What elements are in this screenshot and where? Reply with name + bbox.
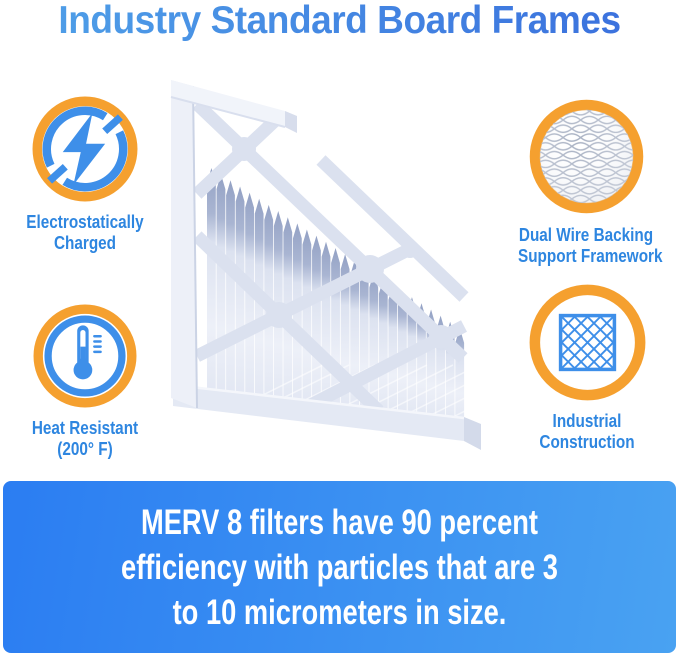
banner-text-line: efficiency with particles that are 3 [121,547,558,587]
feature-label: Electrostatically Charged [26,212,144,253]
banner-text-line: MERV 8 filters have 90 percent [140,502,539,542]
wire-mesh-icon [528,98,645,215]
air-filter-product-image [163,68,508,468]
feature-heat-resistant [6,304,164,460]
thermometer-icon [33,304,137,408]
diamond-grid-icon [529,284,646,401]
feature-label: Industrial Construction [539,411,635,452]
feature-electrostatically-charged [6,96,164,254]
feature-label: Dual Wire Backing Support Framework [518,225,663,266]
feature-dual-wire-backing [506,98,666,267]
banner-text-line: to 10 micrometers in size. [172,592,507,632]
merv-info-banner [3,481,676,653]
feature-industrial-construction [508,284,666,453]
feature-label: Heat Resistant (200° F) [31,418,139,459]
lightning-bolt-icon [32,96,138,202]
page-title: Industry Standard Board Frames [17,0,662,46]
